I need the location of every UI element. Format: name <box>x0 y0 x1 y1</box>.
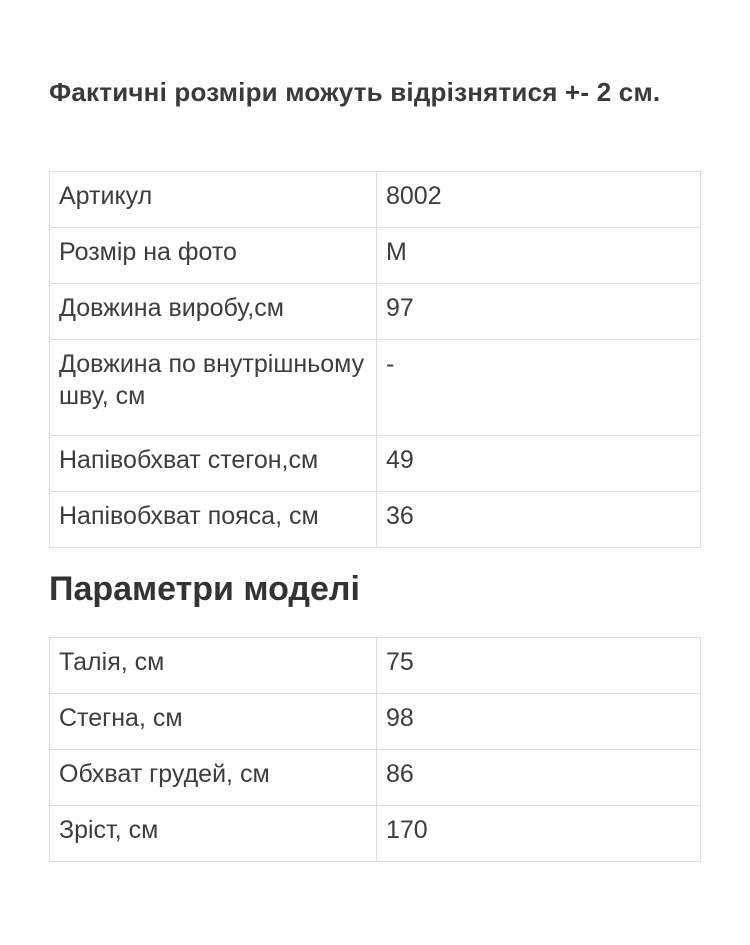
spec-label: Довжина виробу,см <box>50 284 377 340</box>
param-value: 86 <box>377 750 701 806</box>
param-label: Стегна, см <box>50 694 377 750</box>
table-row <box>50 340 701 436</box>
table-row <box>50 492 701 548</box>
param-value: 98 <box>377 694 701 750</box>
model-params-heading: Параметри моделі <box>49 570 360 608</box>
table-row <box>50 228 701 284</box>
param-value: 170 <box>377 806 701 862</box>
spec-value: 97 <box>377 284 701 340</box>
spec-value: 36 <box>377 492 701 548</box>
table-row <box>50 806 701 862</box>
spec-label: Розмір на фото <box>50 228 377 284</box>
table-row <box>50 436 701 492</box>
table-row <box>50 638 701 694</box>
model-params-table <box>49 637 701 862</box>
spec-value: M <box>377 228 701 284</box>
spec-label: Довжина по внутрішньому шву, см <box>50 340 377 436</box>
table-row <box>50 694 701 750</box>
spec-label: Напівобхват стегон,см <box>50 436 377 492</box>
param-label: Талія, см <box>50 638 377 694</box>
param-label: Обхват грудей, см <box>50 750 377 806</box>
table-row <box>50 284 701 340</box>
spec-value: 8002 <box>377 172 701 228</box>
product-specs-table <box>49 171 701 548</box>
spec-value: - <box>377 340 701 436</box>
spec-value: 49 <box>377 436 701 492</box>
size-tolerance-note: Фактичні розміри можуть відрізнятися +- 2 см. <box>49 77 661 107</box>
spec-label: Артикул <box>50 172 377 228</box>
table-row <box>50 750 701 806</box>
table-row <box>50 172 701 228</box>
param-label: Зріст, см <box>50 806 377 862</box>
spec-label: Напівобхват пояса, см <box>50 492 377 548</box>
param-value: 75 <box>377 638 701 694</box>
